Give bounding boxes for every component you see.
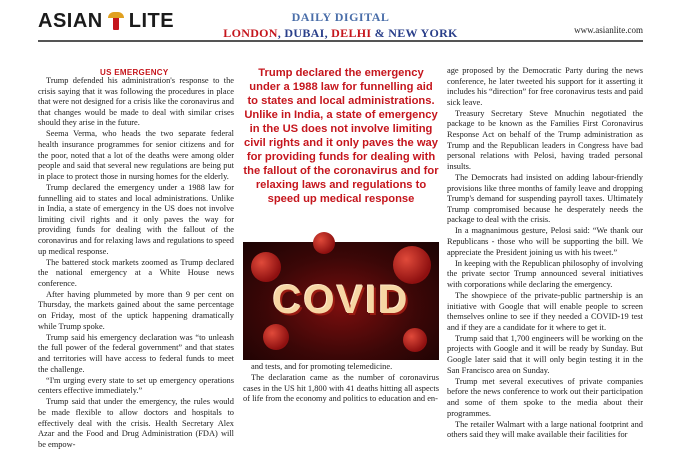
paragraph: The battered stock markets zoomed as Trump declared the national emergency at a White House news conference. xyxy=(38,257,234,288)
paragraph: “I'm urging every state to set up emergency operations centers effective immediately.” xyxy=(38,375,234,396)
city-delhi: DELHI xyxy=(331,26,372,40)
paragraph: Trump said that under the emergency, the rules would be made flexible to allow doctors and hospitals to effectively deal with the crisis. Health Secretary Alex Azar and the Food and Drug Administration (FDA) will be empow- xyxy=(38,397,234,449)
masthead xyxy=(0,0,681,40)
covid-lettering: COVID xyxy=(272,278,410,322)
paragraph: and tests, and for promoting telemedicine. xyxy=(251,362,393,371)
paragraph: Trump said that 1,700 engineers will be working on the projects with Google and it will be ready by Sunday. But Google later said that it will only begin testing it in the San Francisco area on Sunday. xyxy=(447,333,643,375)
article-column-2 xyxy=(243,362,439,405)
city-new-york: NEW YORK xyxy=(388,26,458,40)
virus-icon xyxy=(403,328,427,352)
paragraph: Trump defended his administration's response to the crisis saying that it was following the procedures in place that were not designed for a crisis like the coronavirus and that changes would be made to deal with similar crises should they arise in the future. xyxy=(38,76,234,128)
article-column-1 xyxy=(38,66,234,451)
article-column-3 xyxy=(447,66,643,441)
logo-text-left: ASIAN xyxy=(38,10,103,32)
paragraph: Trump declared the emergency under a 1988 law for funnelling aid to states and local administrations. Unlike in India, a state of emergency in the US does not involve limiting civil rights and it only paves the way for providing funds for dealing with the fallout of the coronavirus and for relaxing laws and regulations to speed up medical response. xyxy=(38,182,234,256)
covid-image xyxy=(243,242,439,360)
virus-icon xyxy=(313,232,335,254)
paragraph: The Democrats had insisted on adding labour-friendly provisions like three months of family leave and dropping Trump's demand for suspending payroll taxes. Ultimately Trump compromised because he desperately needs the package to deal with the crisis. xyxy=(447,172,643,225)
paragraph: age proposed by the Democratic Party during the news conference, he later tweeted his support for it asserting it includes his “direction” for free coronavirus tests and paid sick leave. xyxy=(447,66,643,107)
logo-text-right: LITE xyxy=(128,10,175,32)
edition-title: DAILY DIGITAL xyxy=(291,10,390,24)
city-dubai: DUBAI xyxy=(284,26,325,40)
paragraph: Seema Verma, who heads the two separate federal health insurance programmes for senior citizens and for the poor, noted that a lot of the deaths were among older people and said that several new regulations are being put in place to protect those in nursing homes for the elderly. xyxy=(38,129,234,181)
paragraph: Treasury Secretary Steve Mnuchin negotiated the package to be known as the Families First Coronavirus Response Act on behalf of the Trump administration as Trump and the Republican leaders in Congress have bad personal relations with Pelosi, having traded personal insults. xyxy=(447,108,643,171)
paragraph: The showpiece of the private-public partnership is an initiative with Google that will enable people to screen themselves online to see if they needed a COVID-19 test and if they are a candidate for it where to get it. xyxy=(447,290,643,332)
paragraph: Trump said his emergency declaration was “to unleash the full power of the federal government” and that states and territories will have access to federal funds to meet the challenge. xyxy=(38,332,234,374)
paragraph: After having plummeted by more than 9 per cent on Thursday, the markets gained about the same percentage on Friday, most of the uptick happening dramatically while Trump spoke. xyxy=(38,289,234,331)
masthead-divider xyxy=(38,40,643,42)
paragraph: In keeping with the Republican philosophy of involving the private sector Trump announced several initiatives with corporations while declaring the emergency. xyxy=(447,258,643,289)
virus-icon xyxy=(263,324,289,350)
city-ampersand: & xyxy=(374,26,385,40)
website-link[interactable]: www.asianlite.com xyxy=(574,25,643,35)
city-london: LONDON xyxy=(223,26,278,40)
edition-cities: LONDON, DUBAI, DELHI & NEW YORK xyxy=(223,26,458,40)
paragraph: The declaration came as the number of coronavirus cases in the US hit 1,800 with 41 deaths hitting all aspects of life from the economy and politics to education and en- xyxy=(243,373,439,404)
paragraph: Trump met several executives of private companies before the news conference to work out their participation and some of them spoke to the media about their programmes. xyxy=(447,376,643,418)
pull-quote: Trump declared the emergency under a 1988 law for funnelling aid to states and local administrations. Unlike in India, a state of emergency in the US does not involve limiting civil rights and it only paves the way for providing funds for dealing with the fallout of the coronavirus and for relaxing laws and regulations to speed up medical response xyxy=(243,67,439,205)
paragraph: The retailer Walmart with a large national footprint and others said they will make available their facilities for xyxy=(447,419,643,440)
section-kicker: US EMERGENCY xyxy=(100,68,169,77)
paragraph: In a magnanimous gesture, Pelosi said: “We thank our Republicans - those who will be supporting the bill. We appreciate the President joining us with his tweet.” xyxy=(447,226,643,257)
